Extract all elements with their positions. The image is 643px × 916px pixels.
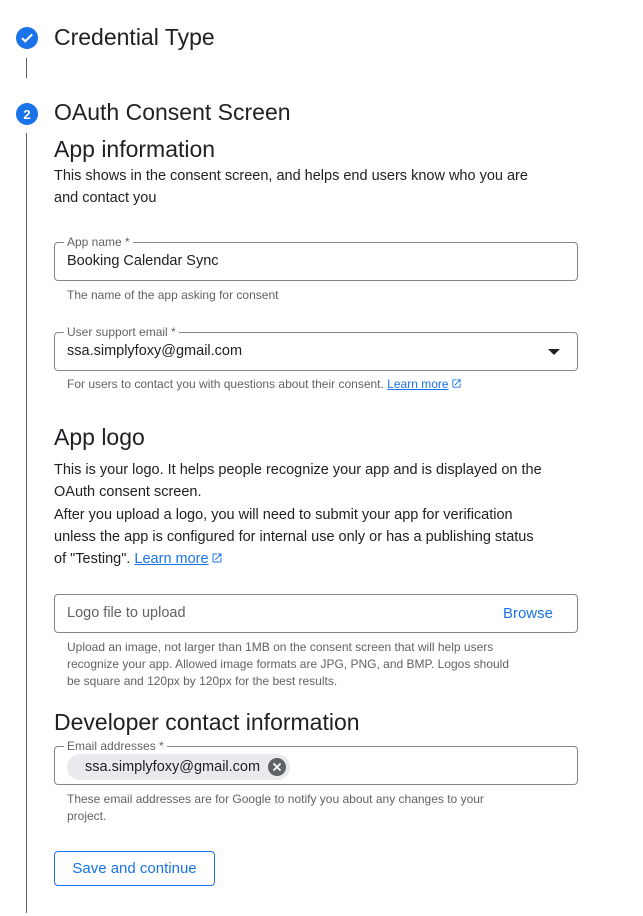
stepper-rail <box>26 133 27 913</box>
app-info-description-line: This shows in the consent screen, and helps end users know who you are <box>54 168 528 184</box>
stepper-rail <box>26 58 27 78</box>
learn-more-link[interactable]: Learn more <box>134 551 209 567</box>
app-name-label: App name * <box>64 235 133 249</box>
logo-upload-placeholder: Logo file to upload <box>67 605 186 621</box>
support-email-value: ssa.simplyfoxy@gmail.com <box>67 343 243 359</box>
logo-upload-hint-line: Upload an image, not larger than 1MB on the consent screen that will help users <box>67 640 494 654</box>
developer-contact-heading: Developer contact information <box>54 709 360 735</box>
support-email-label: User support email * <box>64 325 179 339</box>
app-name-value: Booking Calendar Sync <box>67 253 219 269</box>
app-logo-text-line <box>54 548 223 570</box>
app-logo-text-line: After you upload a logo, you will need to submit your app for verification <box>54 507 513 523</box>
app-info-description-line: and contact you <box>54 190 157 206</box>
developer-email-label: Email addresses * <box>64 739 167 753</box>
developer-email-hint-line: These email addresses are for Google to notify you about any changes to your <box>67 792 484 806</box>
app-logo-text-line: unless the app is configured for internal use only or has a publishing status <box>54 529 534 545</box>
open-in-new-icon <box>211 552 223 564</box>
step-complete-icon <box>16 27 38 49</box>
developer-email-hint-line: project. <box>67 809 107 823</box>
app-logo-text-line: OAuth consent screen. <box>54 484 202 500</box>
email-chip-label: ssa.simplyfoxy@gmail.com <box>85 759 261 775</box>
step-number-icon: 2 <box>16 103 38 125</box>
open-in-new-icon <box>451 378 462 389</box>
support-email-select[interactable] <box>54 325 578 371</box>
step-title-oauth-consent: OAuth Consent Screen <box>54 99 291 125</box>
check-icon <box>20 31 34 45</box>
logo-upload-hint-line: be square and 120px by 120px for the best results. <box>67 674 338 688</box>
browse-button[interactable]: Browse <box>502 605 553 622</box>
save-and-continue-button[interactable]: Save and continue <box>54 851 215 886</box>
support-email-hint-text: For users to contact you with questions about their consent. <box>67 377 384 391</box>
step-title-credential-type[interactable]: Credential Type <box>54 24 215 50</box>
learn-more-link[interactable]: Learn more <box>387 377 449 391</box>
email-chip <box>67 754 290 780</box>
app-name-hint: The name of the app asking for consent <box>67 288 279 302</box>
app-info-heading: App information <box>54 136 216 162</box>
chevron-down-icon[interactable] <box>548 349 560 355</box>
logo-upload-hint-line: recognize your app. Allowed image formats are JPG, PNG, and BMP. Logos should <box>67 657 510 671</box>
close-icon[interactable] <box>268 758 286 776</box>
app-name-field[interactable] <box>54 235 578 281</box>
app-logo-text-line: This is your logo. It helps people recognize your app and is displayed on the <box>54 462 542 478</box>
app-logo-heading: App logo <box>54 424 145 450</box>
app-logo-text-line5: of "Testing". <box>54 551 131 567</box>
logo-upload-field[interactable] <box>54 594 578 633</box>
support-email-hint <box>67 376 462 393</box>
developer-email-field[interactable] <box>54 739 578 785</box>
